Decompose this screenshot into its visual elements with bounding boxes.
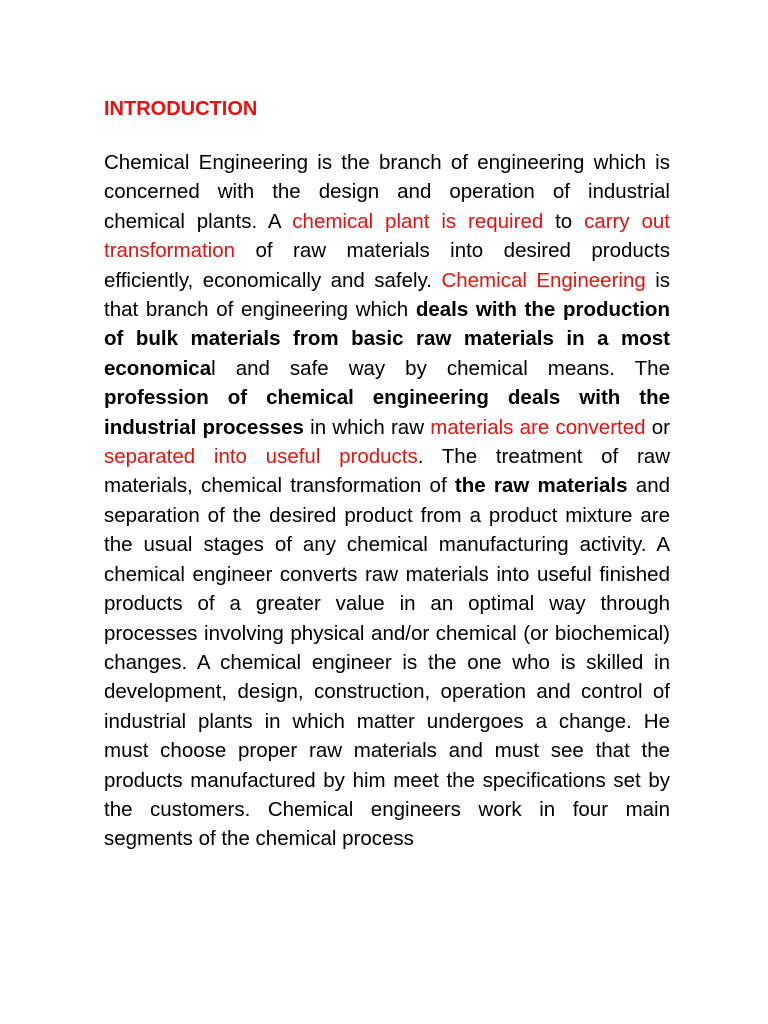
text-segment: and separation of the desired product from a product mixture are the usual stages of any chemical manufacturing activity. A chemical engineer converts raw materials into useful finished products of a greater value in an optimal way through processes involving physical and/or chemical (or biochemical) changes. A chemical engineer is the one who is skilled in development, design, construction, operation and control of industrial plants in which matter undergoes a change. He must choose proper raw materials and must see that the products manufactured by him meet the specifications set by the customers. Chemical engineers work in four main segments of the chemical process [104,474,670,851]
highlight-segment: Chemical Engineering [441,268,646,292]
text-segment: l and safe way by chemical means. The [211,356,670,380]
body-paragraph [104,148,670,854]
bold-segment: deals with the production of bulk materials from basic raw materials in a most economica [104,298,670,380]
highlight-segment: materials are converted [430,415,646,439]
document-page [104,96,670,854]
text-segment: Chemical Engineering is the branch of engineering which is concerned with the design and operation of industrial chemical plants. A [104,151,670,233]
bold-segment: profession of chemical engineering deals with the industrial processes [104,386,670,439]
highlight-segment: carry out transformation [104,209,670,263]
highlight-segment: separated into useful products [104,445,418,469]
bold-segment: the raw materials [454,474,628,498]
text-segment: . The treatment of raw materials, chemical transformation of [104,445,670,498]
text-segment: or [645,415,670,439]
highlight-segment: chemical plant is required [292,209,544,233]
text-segment: is that branch of engineering which [104,268,671,322]
text-segment: in which raw [303,415,431,439]
text-segment: to [543,209,585,233]
section-heading: INTRODUCTION [104,98,258,120]
text-segment: of raw materials into desired products efficiently, economically and safely. [104,239,670,292]
